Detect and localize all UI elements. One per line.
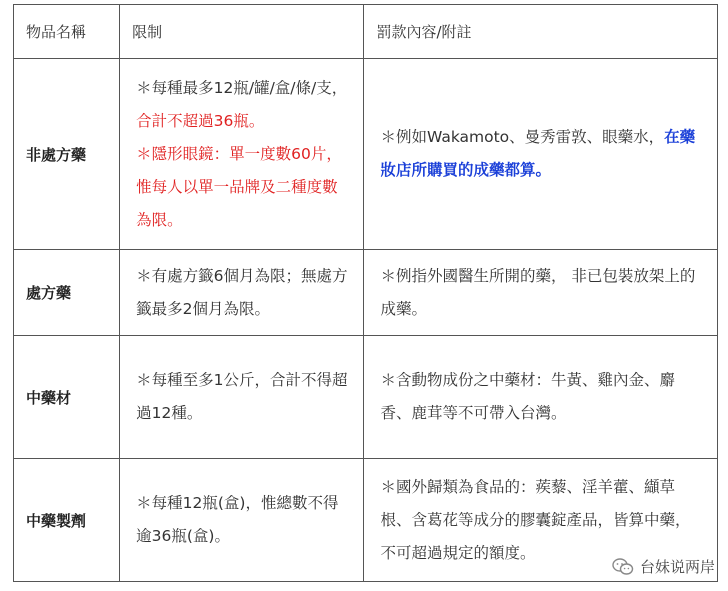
table-row (14, 250, 718, 336)
row-name: 處方藥 (14, 250, 120, 336)
row-name: 非處方藥 (14, 59, 120, 250)
wechat-icon (612, 558, 634, 576)
row-limit (120, 59, 364, 250)
row-name: 中藥材 (14, 336, 120, 459)
limit-highlight: ＊隱形眼鏡：單一度數60片，惟每人以單一品牌及二種度數為限。 (136, 144, 342, 229)
table-header-row (14, 5, 718, 59)
note-text: ＊例如Wakamoto、曼秀雷敦、眼藥水， (380, 128, 665, 146)
limit-text: ＊每種最多12瓶/罐/盒/條/支， (136, 78, 348, 97)
regulation-table (13, 4, 718, 582)
row-note: ＊含動物成份之中藥材：牛黃、雞內金、麝香、鹿茸等不可帶入台灣。 (364, 336, 718, 459)
header-limit: 限制 (120, 5, 364, 59)
note-highlight: 在藥妝店所購買的成藥都算。 (380, 128, 696, 179)
watermark-text: 台妹说两岸 (639, 558, 715, 576)
header-item-name: 物品名稱 (14, 5, 120, 59)
row-note: ＊例指外國醫生所開的藥， 非已包裝放架上的成藥。 (364, 250, 718, 336)
row-name: 中藥製劑 (14, 459, 120, 582)
limit-highlight: 合計不超過36瓶。 (136, 111, 265, 130)
row-note (364, 59, 718, 250)
row-limit: ＊每種至多1公斤，合計不得超過12種。 (120, 336, 364, 459)
table-row (14, 59, 718, 250)
watermark (610, 556, 717, 577)
row-limit: ＊有處方籤6個月為限；無處方籤最多2個月為限。 (120, 250, 364, 336)
row-limit: ＊每種12瓶(盒)，惟總數不得逾36瓶(盒)。 (120, 459, 364, 582)
table-row (14, 336, 718, 459)
row-note: ＊國外歸類為食品的：蒺藜、淫羊藿、纈草根、含葛花等成分的膠囊錠產品，皆算中藥，不可超過規定的額度。 (364, 459, 718, 582)
header-note: 罰款內容/附註 (364, 5, 718, 59)
